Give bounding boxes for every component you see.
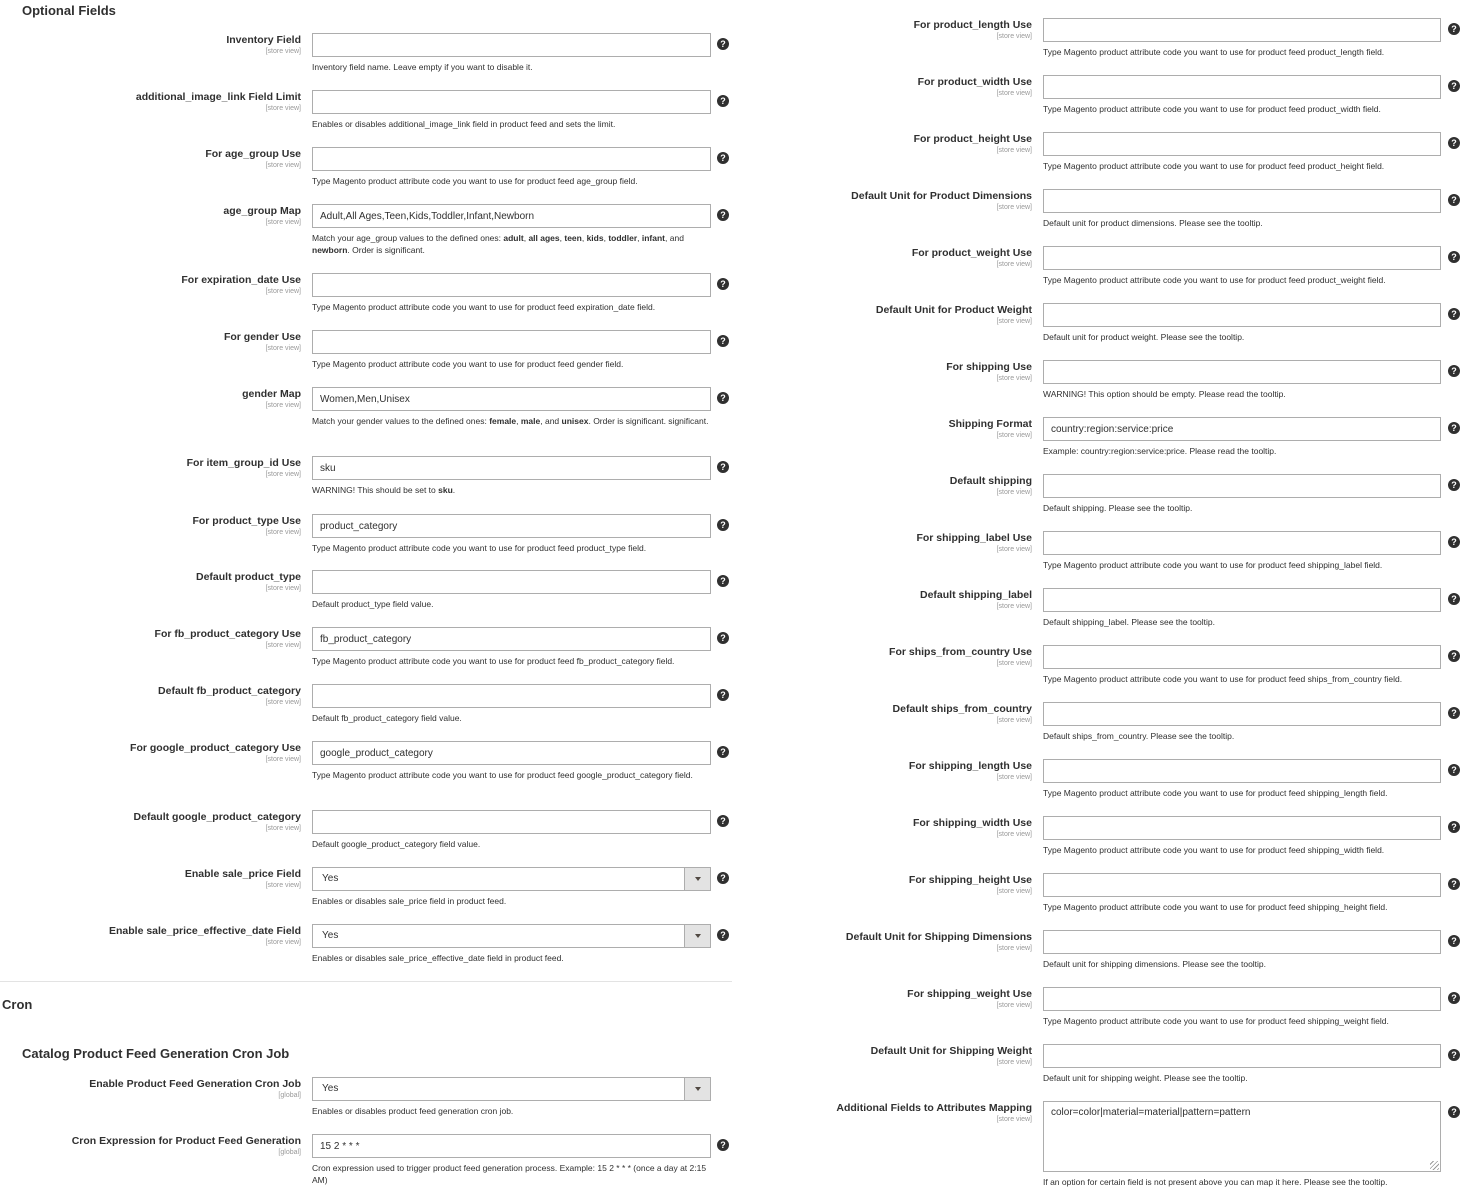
scope-label: [store view] [996, 204, 1032, 211]
field-label: For product_length Use [913, 19, 1032, 31]
scope-label: [store view] [996, 432, 1032, 439]
scope-label: [store view] [996, 489, 1032, 496]
help-icon[interactable]: ? [1448, 1106, 1460, 1118]
field-label: additional_image_link Field Limit [135, 91, 301, 103]
field-label: For product_height Use [913, 133, 1032, 145]
field-note: Inventory field name. Leave empty if you want to disable it. [312, 62, 533, 72]
help-icon[interactable]: ? [717, 815, 729, 827]
field-label: For shipping Use [946, 361, 1032, 373]
field-row-expiration-date-use [0, 273, 740, 312]
field-note: Type Magento product attribute code you want to use for product feed shipping_height field. [1043, 902, 1388, 912]
field-row-default-unit-shipping-weight [0, 1044, 1462, 1083]
help-icon[interactable]: ? [717, 519, 729, 531]
scope-label: [store view] [265, 585, 301, 592]
field-note: Type Magento product attribute code you want to use for product feed shipping_length field. [1043, 788, 1388, 798]
group-title-catalog-cron-job: Catalog Product Feed Generation Cron Job [22, 1046, 290, 1061]
field-note: Match your age_group values to the defined ones: adult, all ages, teen, kids, toddler, infant, and newborn. Order is significant. [312, 233, 684, 255]
field-note: Default unit for product dimensions. Please see the tooltip. [1043, 218, 1263, 228]
field-note: Enables or disables sale_price field in product feed. [312, 896, 507, 906]
field-label: Default Unit for Product Weight [875, 304, 1032, 316]
field-note: Type Magento product attribute code you want to use for product feed product_weight field. [1043, 275, 1386, 285]
default-ships-from-country-input[interactable] [1043, 702, 1441, 726]
scope-label: [store view] [996, 546, 1032, 553]
help-icon[interactable]: ? [1448, 821, 1460, 833]
field-note: Type Magento product attribute code you want to use for product feed product_height field. [1043, 161, 1385, 171]
scope-label: [store view] [265, 882, 301, 889]
field-note: Type Magento product attribute code you want to use for product feed shipping_weight field. [1043, 1016, 1389, 1026]
field-note: Type Magento product attribute code you want to use for product feed fb_product_category field. [312, 656, 675, 666]
field-label: Cron Expression for Product Feed Generation [71, 1135, 301, 1147]
field-note: Type Magento product attribute code you want to use for product feed expiration_date field. [312, 302, 656, 312]
field-label: For shipping_label Use [916, 532, 1032, 544]
field-row-default-shipping [0, 474, 1462, 513]
enable-cron-job-select[interactable] [312, 1077, 711, 1101]
scope-label: [store view] [996, 90, 1032, 97]
help-icon[interactable]: ? [717, 392, 729, 404]
chevron-down-icon[interactable] [684, 1078, 710, 1100]
help-icon[interactable]: ? [717, 278, 729, 290]
select-value: Yes [322, 873, 339, 884]
help-icon[interactable]: ? [1448, 422, 1460, 434]
field-row-product-length-use [0, 18, 1462, 57]
field-note: Default unit for shipping dimensions. Please see the tooltip. [1043, 959, 1267, 969]
field-label: Default Unit for Shipping Weight [870, 1045, 1032, 1057]
help-icon[interactable]: ? [1448, 878, 1460, 890]
help-icon[interactable]: ? [717, 689, 729, 701]
scope-label: [store view] [996, 831, 1032, 838]
scope-label: [store view] [996, 945, 1032, 952]
field-note: Default shipping. Please see the tooltip. [1043, 503, 1193, 513]
field-note: Type Magento product attribute code you want to use for product feed google_product_category field. [312, 770, 693, 780]
scope-label: [store view] [996, 318, 1032, 325]
field-note: Default ships_from_country. Please see the tooltip. [1043, 731, 1235, 741]
scope-label: [store view] [265, 288, 301, 295]
field-label: age_group Map [223, 205, 301, 217]
field-label: Additional Fields to Attributes Mapping [836, 1102, 1032, 1114]
section-title-cron: Cron [2, 997, 33, 1012]
shipping-label-use-input[interactable] [1043, 531, 1441, 555]
cron-expression-input[interactable] [312, 1134, 711, 1158]
scope-label: [store view] [996, 603, 1032, 610]
field-label: Inventory Field [226, 34, 301, 46]
shipping-height-use-input[interactable] [1043, 873, 1441, 897]
field-label: Default Unit for Shipping Dimensions [845, 931, 1032, 943]
scope-label: [store view] [265, 642, 301, 649]
scope-label: [store view] [265, 162, 301, 169]
field-note: Default unit for shipping weight. Please see the tooltip. [1043, 1073, 1248, 1083]
help-icon[interactable]: ? [717, 95, 729, 107]
field-label: Default shipping_label [919, 589, 1032, 601]
shipping-length-use-input[interactable] [1043, 759, 1441, 783]
field-label: For expiration_date Use [181, 274, 301, 286]
field-note: Example: country:region:service:price. Please read the tooltip. [1043, 446, 1277, 456]
field-label: Shipping Format [948, 418, 1032, 430]
help-icon[interactable]: ? [717, 929, 729, 941]
help-icon[interactable]: ? [1448, 935, 1460, 947]
help-icon[interactable]: ? [1448, 251, 1460, 263]
field-note: Type Magento product attribute code you want to use for product feed product_type field. [312, 543, 647, 553]
scope-label: [store view] [265, 699, 301, 706]
scope-label: [store view] [996, 888, 1032, 895]
field-row-default-unit-product-dimensions [0, 189, 1462, 228]
help-icon[interactable]: ? [717, 746, 729, 758]
field-note: If an option for certain field is not present above you can map it here. Please see the tooltip. [1043, 1177, 1388, 1187]
field-label: For age_group Use [205, 148, 301, 160]
field-label: Enable Product Feed Generation Cron Job [89, 1078, 301, 1090]
field-note: Type Magento product attribute code you want to use for product feed shipping_width field. [1043, 845, 1385, 855]
help-icon[interactable]: ? [1448, 479, 1460, 491]
field-label: For google_product_category Use [130, 742, 301, 754]
gender-map-input[interactable] [312, 387, 711, 411]
field-note: WARNING! This should be set to sku. [312, 485, 456, 495]
field-label: For fb_product_category Use [154, 628, 301, 640]
scope-label: [global] [278, 1149, 301, 1156]
scope-label: [store view] [996, 1002, 1032, 1009]
field-row-enable-cron-job [0, 1077, 740, 1116]
field-label: For shipping_weight Use [907, 988, 1032, 1000]
field-label: For shipping_width Use [912, 817, 1032, 829]
help-icon[interactable]: ? [1448, 650, 1460, 662]
field-note: Default unit for product weight. Please see the tooltip. [1043, 332, 1245, 342]
help-icon[interactable]: ? [717, 575, 729, 587]
field-row-shipping-label-use [0, 531, 1462, 570]
help-icon[interactable]: ? [1448, 593, 1460, 605]
scope-label: [store view] [265, 219, 301, 226]
field-label: Default product_type [195, 571, 301, 583]
field-note: Type Magento product attribute code you want to use for product feed ships_from_country field. [1043, 674, 1403, 684]
scope-label: [store view] [996, 375, 1032, 382]
select-value: Yes [322, 1083, 339, 1094]
help-icon[interactable]: ? [717, 461, 729, 473]
gender-use-input[interactable] [312, 330, 711, 354]
scope-label: [store view] [265, 939, 301, 946]
field-note: Type Magento product attribute code you want to use for product feed age_group field. [312, 176, 638, 186]
help-icon[interactable]: ? [1448, 308, 1460, 320]
field-note: Default shipping_label. Please see the tooltip. [1043, 617, 1216, 627]
field-row-product-width-use [0, 75, 1462, 114]
shipping-weight-use-input[interactable] [1043, 987, 1441, 1011]
field-row-gender-use [0, 330, 740, 369]
field-note: Type Magento product attribute code you want to use for product feed gender field. [312, 359, 624, 369]
scope-label: [store view] [996, 1059, 1032, 1066]
help-icon[interactable]: ? [1448, 23, 1460, 35]
default-unit-shipping-dimensions-input[interactable] [1043, 930, 1441, 954]
field-row-product-height-use [0, 132, 1462, 171]
field-label: For product_width Use [917, 76, 1032, 88]
field-label: Default google_product_category [133, 811, 301, 823]
help-icon[interactable]: ? [717, 632, 729, 644]
help-icon[interactable]: ? [717, 152, 729, 164]
field-note: Match your gender values to the defined ones: female, male, and unisex. Order is significant. significant. [312, 416, 709, 426]
field-note: Enables or disables product feed generation cron job. [312, 1106, 514, 1116]
ships-from-country-use-input[interactable] [1043, 645, 1441, 669]
resize-handle-icon[interactable] [1430, 1161, 1439, 1170]
field-row-default-ships-from-country [0, 702, 1462, 741]
textarea-wrapper [1043, 1101, 1441, 1172]
scope-label: [store view] [265, 48, 301, 55]
shipping-format-input[interactable] [1043, 417, 1441, 441]
help-icon[interactable]: ? [1448, 707, 1460, 719]
field-note: Default google_product_category field value. [312, 839, 481, 849]
field-row-shipping-weight-use [0, 987, 1462, 1026]
scope-label: [store view] [996, 774, 1032, 781]
field-label: gender Map [242, 388, 301, 400]
scope-label: [store view] [265, 825, 301, 832]
help-icon[interactable]: ? [1448, 80, 1460, 92]
field-note: WARNING! This option should be empty. Please read the tooltip. [1043, 389, 1286, 399]
field-note: Type Magento product attribute code you want to use for product feed product_width field. [1043, 104, 1381, 114]
scope-label: [store view] [265, 529, 301, 536]
scope-label: [store view] [996, 717, 1032, 724]
field-label: Enable sale_price Field [184, 868, 301, 880]
field-label: For product_weight Use [911, 247, 1032, 259]
field-label: Default Unit for Product Dimensions [851, 190, 1032, 202]
field-label: For item_group_id Use [186, 457, 301, 469]
scope-label: [store view] [265, 105, 301, 112]
section-title-optional-fields: Optional Fields [22, 3, 116, 18]
field-row-shipping-length-use [0, 759, 1462, 798]
scope-label: [store view] [996, 33, 1032, 40]
field-row-default-shipping-label [0, 588, 1462, 627]
scope-label: [global] [278, 1092, 301, 1099]
product-width-use-input[interactable] [1043, 75, 1441, 99]
field-row-cron-expression [0, 1134, 740, 1185]
product-height-use-input[interactable] [1043, 132, 1441, 156]
help-icon[interactable]: ? [717, 872, 729, 884]
product-weight-use-input[interactable] [1043, 246, 1441, 270]
help-icon[interactable]: ? [1448, 764, 1460, 776]
help-icon[interactable]: ? [717, 1139, 729, 1151]
help-icon[interactable]: ? [717, 38, 729, 50]
help-icon[interactable]: ? [1448, 365, 1460, 377]
section-divider [0, 981, 732, 982]
expiration-date-use-input[interactable] [312, 273, 711, 297]
scope-label: [store view] [265, 345, 301, 352]
help-icon[interactable]: ? [1448, 194, 1460, 206]
scope-label: [store view] [996, 1116, 1032, 1123]
select-value: Yes [322, 930, 339, 941]
help-icon[interactable]: ? [1448, 992, 1460, 1004]
field-row-ships-from-country-use [0, 645, 1462, 684]
field-label: For shipping_length Use [908, 760, 1032, 772]
field-label: For ships_from_country Use [889, 646, 1032, 658]
field-label: For product_type Use [192, 515, 301, 527]
field-label: Default fb_product_category [158, 685, 301, 697]
scope-label: [store view] [996, 261, 1032, 268]
default-shipping-label-input[interactable] [1043, 588, 1441, 612]
field-note: Default product_type field value. [312, 599, 434, 609]
field-row-shipping-format [0, 417, 1462, 456]
field-label: Enable sale_price_effective_date Field [108, 925, 301, 937]
help-icon[interactable]: ? [1448, 1049, 1460, 1061]
default-unit-product-dimensions-input[interactable] [1043, 189, 1441, 213]
scope-label: [store view] [265, 756, 301, 763]
field-note: Type Magento product attribute code you want to use for product feed product_length field. [1043, 47, 1385, 57]
scope-label: [store view] [996, 147, 1032, 154]
help-icon[interactable]: ? [717, 209, 729, 221]
help-icon[interactable]: ? [1448, 536, 1460, 548]
field-label: For gender Use [223, 331, 301, 343]
scope-label: [store view] [996, 660, 1032, 667]
scope-label: [store view] [265, 471, 301, 478]
help-icon[interactable]: ? [717, 335, 729, 347]
shipping-use-input[interactable] [1043, 360, 1441, 384]
field-note: Enables or disables sale_price_effective_date field in product feed. [312, 953, 564, 963]
field-label: Default shipping [949, 475, 1032, 487]
default-shipping-input[interactable] [1043, 474, 1441, 498]
default-unit-shipping-weight-input[interactable] [1043, 1044, 1441, 1068]
field-note: Type Magento product attribute code you want to use for product feed shipping_label field. [1043, 560, 1383, 570]
scope-label: [store view] [265, 402, 301, 409]
field-label: Default ships_from_country [892, 703, 1032, 715]
field-row-gender-map [0, 387, 740, 426]
shipping-width-use-input[interactable] [1043, 816, 1441, 840]
field-note: Enables or disables additional_image_link field in product feed and sets the limit. [312, 119, 616, 129]
additional-fields-mapping-textarea[interactable] [1043, 1101, 1441, 1172]
field-label: For shipping_height Use [908, 874, 1032, 886]
default-unit-product-weight-input[interactable] [1043, 303, 1441, 327]
product-length-use-input[interactable] [1043, 18, 1441, 42]
field-note: Cron expression used to trigger product feed generation process. Example: 15 2 * * * (once a day at 2:15 AM) [312, 1163, 707, 1185]
help-icon[interactable]: ? [1448, 137, 1460, 149]
field-note: Default fb_product_category field value. [312, 713, 462, 723]
